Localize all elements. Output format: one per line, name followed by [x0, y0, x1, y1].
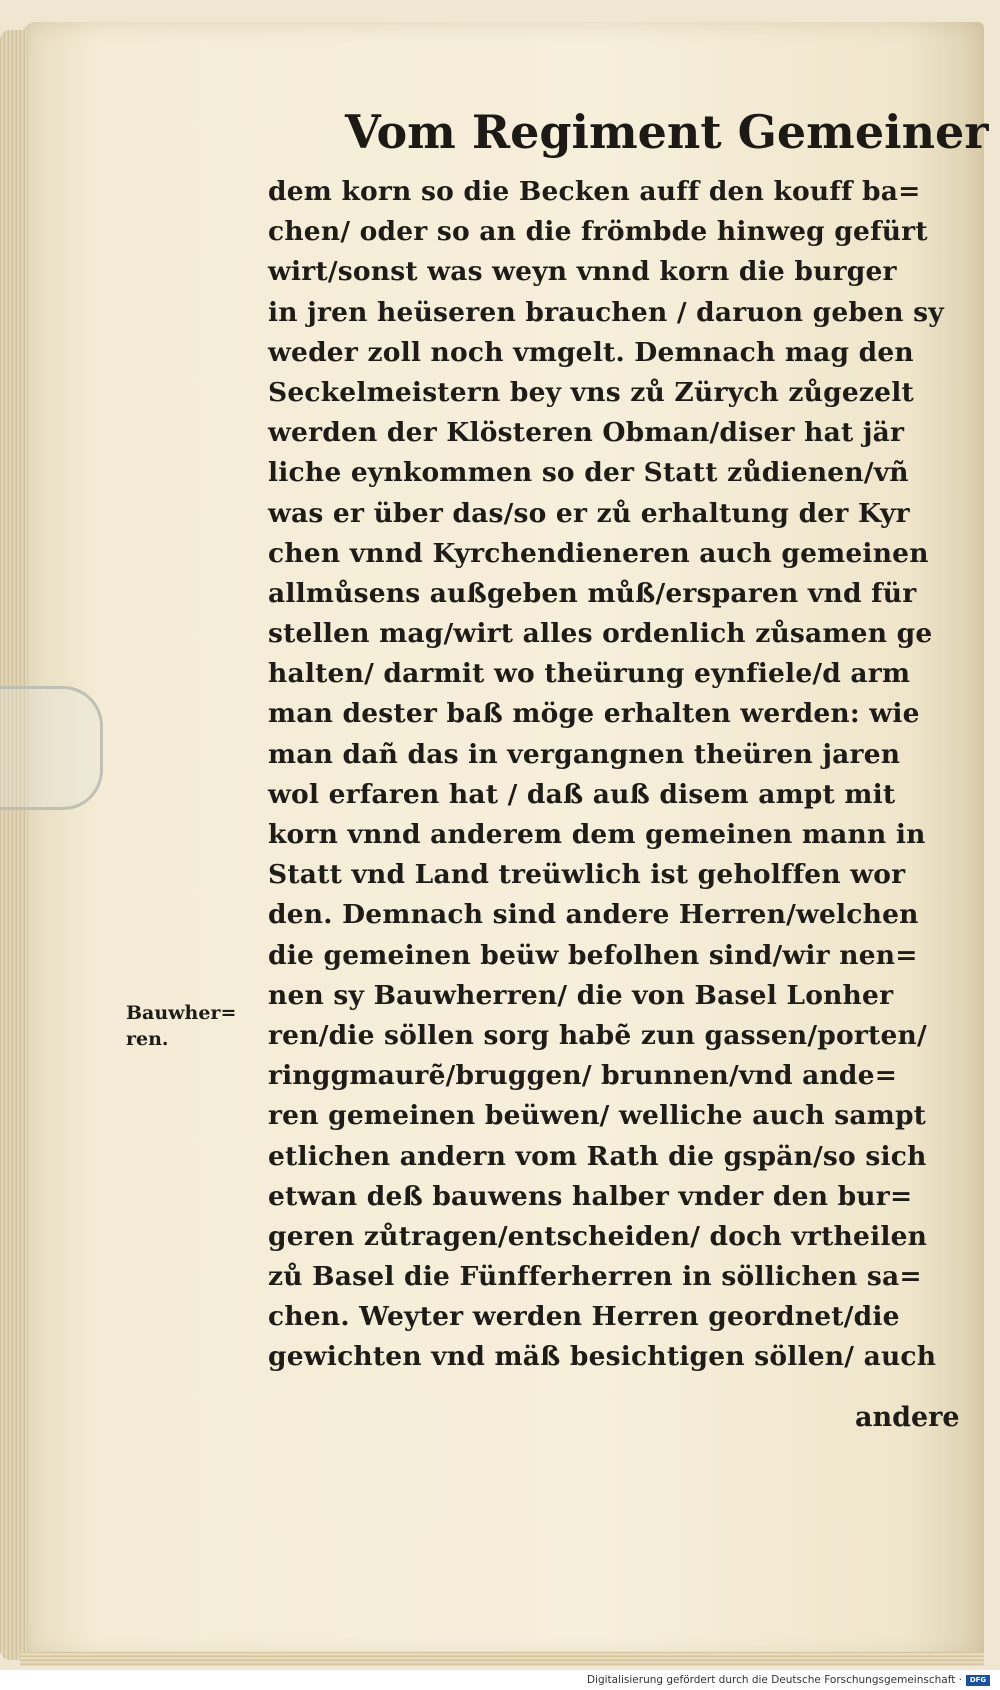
text-line: nen sy Bauwherren/ die von Basel Lonher: [268, 979, 894, 1011]
running-head: Vom Regiment Gemeiner: [345, 105, 989, 159]
text-line: allmůsens außgeben můß/ersparen vnd für: [268, 577, 917, 609]
text-line: chen vnnd Kyrchendieneren auch gemeinen: [268, 537, 929, 569]
text-line: liche eynkommen so der Statt zůdienen/vñ: [268, 457, 909, 489]
marginal-note-line: ren.: [126, 1028, 169, 1050]
text-line: gewichten vnd mäß besichtigen söllen/ auch: [268, 1341, 937, 1373]
text-line: Statt vnd Land treüwlich ist geholffen wor: [268, 859, 906, 891]
text-line: ren/die söllen sorg habẽ zun gassen/porten/: [268, 1019, 927, 1051]
text-line: chen. Weyter werden Herren geordnet/die: [268, 1301, 900, 1333]
text-line: wirt/sonst was weyn vnnd korn die burger: [268, 256, 897, 288]
text-line: zů Basel die Fünfferherren in söllichen sa=: [268, 1261, 922, 1293]
text-line: werden der Klösteren Obman/diser hat jär: [268, 417, 905, 449]
page-clip: [0, 686, 103, 810]
catchword: andere: [855, 1402, 960, 1433]
text-line: geren zůtragen/entscheiden/ doch vrtheilen: [268, 1220, 928, 1252]
text-line: weder zoll noch vmgelt. Demnach mag den: [268, 336, 914, 368]
text-line: man dañ das in vergangnen theüren jaren: [268, 738, 901, 770]
text-line: ren gemeinen beüwen/ welliche auch sampt: [268, 1100, 927, 1132]
text-line: die gemeinen beüw befolhen sind/wir nen=: [268, 939, 918, 971]
body-text: [268, 172, 972, 1378]
text-line: dem korn so die Becken auff den kouff ba=: [268, 176, 921, 207]
text-line: chen/ oder so an die frömbde hinweg gefürt: [268, 216, 928, 248]
text-line: etlichen andern vom Rath die gspän/so sich: [268, 1140, 927, 1172]
text-line: stellen mag/wirt alles ordenlich zůsamen ge: [268, 618, 933, 650]
page-bottom-edge: [20, 1652, 984, 1666]
page-gutter: [0, 30, 28, 1660]
digitization-credit: [587, 1670, 990, 1690]
text-line: Seckelmeistern bey vns zů Zürych zůgezelt: [268, 376, 914, 408]
text-line: was er über das/so er zů erhaltung der Kyr: [268, 497, 910, 529]
text-line: etwan deß bauwens halber vnder den bur=: [268, 1180, 913, 1212]
text-line: korn vnnd anderem dem gemeinen mann in: [268, 819, 926, 850]
text-line: man dester baß möge erhalten werden: wie: [268, 698, 920, 730]
marginal-note-line: Bauwher=: [126, 1002, 237, 1024]
marginal-note: [126, 1000, 271, 1052]
text-line: halten/ darmit wo theürung eynfiele/d arm: [268, 658, 911, 690]
text-line: in jren heüseren brauchen / daruon geben sy: [268, 296, 944, 328]
text-line: den. Demnach sind andere Herren/welchen: [268, 899, 919, 931]
credit-text: Digitalisierung gefördert durch die Deutsche Forschungsgemeinschaft ·: [586, 1674, 962, 1686]
text-line: wol erfaren hat / daß auß disem ampt mit: [268, 778, 896, 810]
dfg-logo-icon: DFG: [966, 1675, 990, 1686]
text-line: ringgmaurẽ/bruggen/ brunnen/vnd ande=: [268, 1060, 898, 1092]
